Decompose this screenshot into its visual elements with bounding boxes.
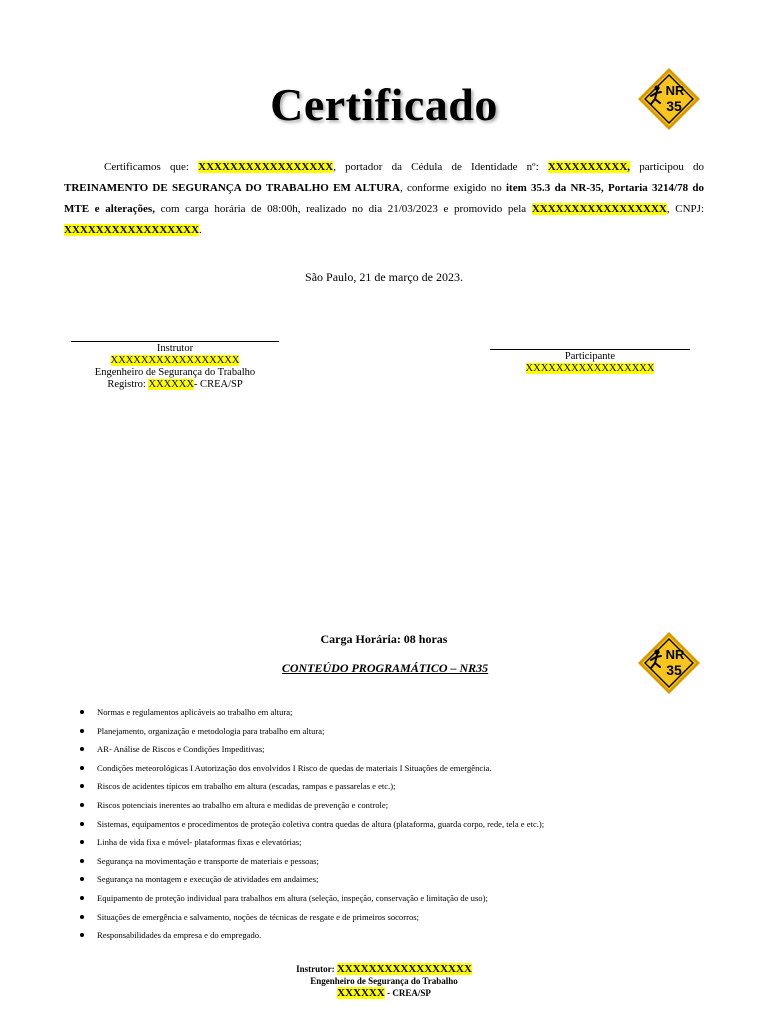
- participant-name-field: XXXXXXXXXXXXXXXXX: [198, 161, 334, 173]
- statement-participou: participou do: [630, 161, 704, 173]
- list-item: Responsabilidades da empresa e do empregado.: [78, 928, 718, 947]
- instructor-footer: [0, 963, 768, 999]
- instructor-footer-label: Instrutor:: [296, 964, 337, 974]
- participant-role: Participante: [564, 351, 616, 362]
- badge-nr-text: NR: [665, 83, 685, 98]
- program-title-text: CONTEÚDO PROGRAMÁTICO – NR35: [281, 661, 489, 675]
- certificate-statement: [64, 157, 704, 241]
- regulation-reference: item 35.3 da NR-35, Portaria 3214/78 do MTE e alterações,: [64, 182, 704, 215]
- instructor-signature-block: [70, 341, 280, 391]
- instructor-footer-name-field: XXXXXXXXXXXXXXXXX: [336, 963, 472, 975]
- signature-line: [490, 349, 690, 350]
- list-item: Equipamento de proteção individual para trabalhos em altura (seleção, inspeção, conservação e limitação de uso);: [78, 891, 718, 910]
- badge-35-text: 35: [666, 662, 682, 678]
- id-number-field: XXXXXXXXXX,: [547, 161, 631, 173]
- participant-signature-block: [490, 349, 690, 375]
- list-item: Situações de emergência e salvamento, noções de técnicas de resgate e de primeiros socorros;: [78, 910, 718, 929]
- instructor-footer-registry-suffix: - CREA/SP: [384, 988, 431, 998]
- place-date: São Paulo, 21 de março de 2023.: [305, 270, 463, 284]
- instructor-title: Engenheiro de Segurança do Trabalho: [94, 367, 256, 378]
- list-item: Linha de vida fixa e móvel- plataformas fixas e elevatórias;: [78, 835, 718, 854]
- statement-portador: , portador da Cédula de Identidade nº:: [333, 161, 548, 173]
- certificate-title: Certificado: [270, 79, 498, 130]
- statement-intro: Certificamos que:: [104, 161, 199, 173]
- cnpj-field: XXXXXXXXXXXXXXXXX: [64, 224, 200, 236]
- list-item: Normas e regulamentos aplicáveis ao trabalho em altura;: [78, 705, 718, 724]
- participant-name-field: XXXXXXXXXXXXXXXXX: [525, 363, 655, 374]
- course-hours: Carga Horária: 08 horas: [320, 632, 448, 646]
- list-item: Riscos de acidentes típicos em trabalho em altura (escadas, rampas e passarelas e etc.);: [78, 779, 718, 798]
- badge-nr-text: NR: [665, 647, 685, 662]
- statement-conforme: , conforme exigido no: [399, 182, 506, 194]
- company-name-field: XXXXXXXXXXXXXXXXX: [531, 203, 667, 215]
- nr35-logo: [636, 66, 702, 132]
- statement-end: .: [199, 224, 202, 236]
- instructor-registry-label: Registro:: [107, 379, 149, 390]
- instructor-name-field: XXXXXXXXXXXXXXXXX: [110, 355, 240, 366]
- list-item: Segurança na movimentação e transporte de materiais e pessoas;: [78, 854, 718, 873]
- instructor-registry-field: XXXXXX: [148, 379, 194, 390]
- list-item: Segurança na montagem e execução de atividades em andaimes;: [78, 872, 718, 891]
- list-item: Planejamento, organização e metodologia para trabalho em altura;: [78, 724, 718, 743]
- statement-carga: com carga horária de 08:00h, realizado no dia 21/03/2023 e promovido pela: [154, 203, 532, 215]
- instructor-footer-registry-field: XXXXXX: [337, 987, 385, 999]
- list-item: Sistemas, equipamentos e procedimentos de proteção coletiva contra quedas de altura (plataforma, guarda corpo, rede, tela e etc.);: [78, 817, 718, 836]
- list-item: Condições meteorológicas I Autorização dos envolvidos I Risco de quedas de materiais I Situações de emergência.: [78, 761, 718, 780]
- list-item: AR- Análise de Riscos e Condições Impeditivas;: [78, 742, 718, 761]
- nr35-logo: [636, 630, 702, 696]
- instructor-registry-suffix: - CREA/SP: [193, 379, 243, 390]
- statement-cnpj: , CNPJ:: [666, 203, 704, 215]
- signature-line: [71, 341, 279, 342]
- instructor-role: Instrutor: [156, 343, 194, 354]
- program-topics-list: [78, 705, 718, 947]
- list-item: Riscos potenciais inerentes ao trabalho em altura e medidas de prevenção e controle;: [78, 798, 718, 817]
- instructor-footer-title: Engenheiro de Segurança do Trabalho: [310, 976, 458, 986]
- badge-35-text: 35: [666, 98, 682, 114]
- training-name: TREINAMENTO DE SEGURANÇA DO TRABALHO EM ALTURA: [64, 182, 400, 194]
